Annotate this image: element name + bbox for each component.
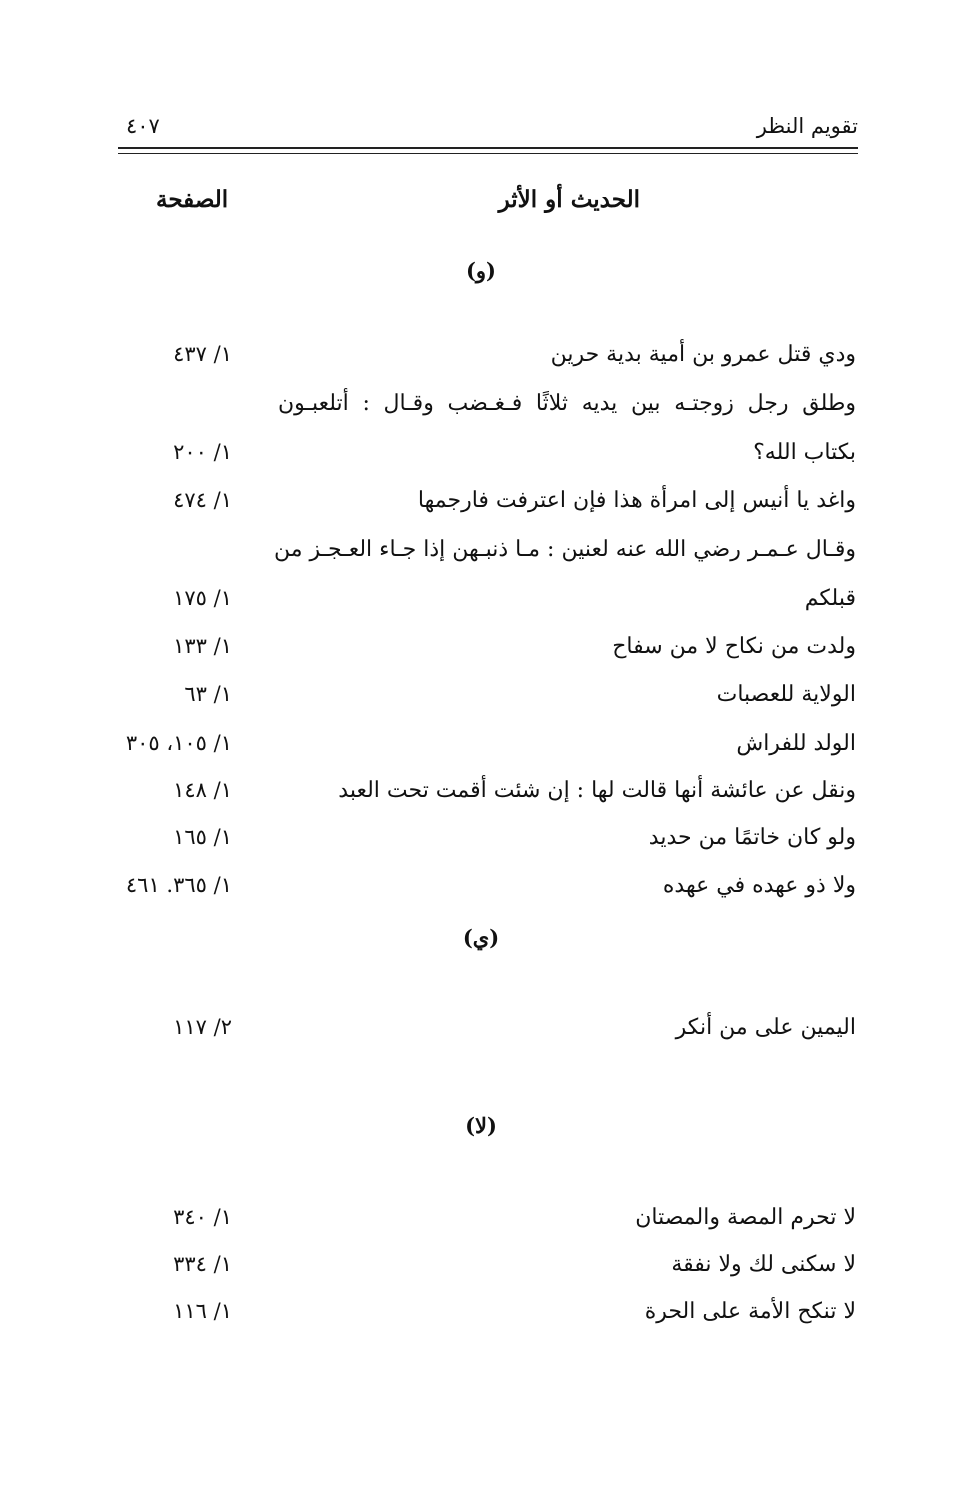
entry-text: وقـال عـمـر رضي الله عنه لعنين : مـا ذنبـهن إذا جـاء العـجـز من [273, 537, 856, 562]
entry-text: اليمين على من أنكر [675, 1015, 856, 1040]
entry-text: وطلق رجل زوجتـه بين يديه ثلاثًا فـغـضب وقـال : أتلعبـون [278, 391, 856, 416]
entry-text: الولد للفراش [736, 731, 856, 756]
section-letter-la: (لا) [465, 1113, 497, 1138]
section-letter-waw: (و) [465, 258, 496, 283]
entry-page: ١/ ٦٣ [184, 682, 232, 706]
running-header [118, 112, 858, 148]
entry-text: ونقل عن عائشة أنها قالت لها : إن شئت أقمت تحت العبد [338, 778, 856, 803]
entry-text: الولاية للعصبات [716, 682, 856, 707]
entry-text: لا سكنى لك ولا نفقة [671, 1252, 856, 1277]
entry-page: ١/ ١٠٥، ٣٠٥ [125, 731, 232, 755]
running-title: تقويم النظر [756, 114, 858, 138]
entry-text-continuation: قبلكم [804, 586, 856, 611]
header-rule-thick [118, 147, 858, 149]
column-heading-page: الصفحة [156, 186, 229, 213]
entry-page: ١/ ٤٧٤ [173, 488, 232, 512]
entry-text: ولو كان خاتمًا من حديد [648, 825, 856, 850]
entry-page: ١/ ٤٣٧ [173, 342, 232, 366]
entry-page: ٢/ ١١٧ [173, 1015, 232, 1039]
entry-page: ١/ ٣٣٤ [173, 1252, 232, 1276]
entry-text: ولا ذو عهده في عهده [662, 873, 856, 898]
entry-text: واغد يا أنيس إلى امرأة هذا فإن اعترفت فارجمها [417, 488, 856, 513]
column-heading-hadith: الحديث أو الأثر [498, 186, 640, 213]
entry-page: ١/ ٣٦٥. ٤٦١ [125, 873, 232, 897]
entry-page: ١/ ٣٤٠ [173, 1205, 232, 1229]
entry-text: ودي قتل عمرو بن أمية بدية حرين [550, 342, 856, 367]
entry-text: لا تنكح الأمة على الحرة [644, 1299, 856, 1324]
entry-page: ١/ ١٣٣ [173, 634, 232, 658]
entry-text: لا تحرم المصة والمصتان [635, 1205, 856, 1230]
section-letter-ya: (ي) [462, 925, 500, 950]
header-rule-thin [118, 153, 858, 154]
entry-page: ١/ ١٦٥ [173, 825, 232, 849]
page-number: ٤٠٧ [126, 114, 160, 138]
entry-page: ١/ ١٤٨ [173, 778, 232, 802]
entry-text: ولدت من نكاح لا من سفاح [612, 634, 856, 659]
entry-page: ١/ ١٧٥ [173, 586, 232, 610]
entry-page: ١/ ١١٦ [173, 1299, 232, 1323]
entry-page: ١/ ٢٠٠ [173, 440, 232, 464]
entry-text-continuation: بكتاب الله؟ [753, 440, 856, 465]
